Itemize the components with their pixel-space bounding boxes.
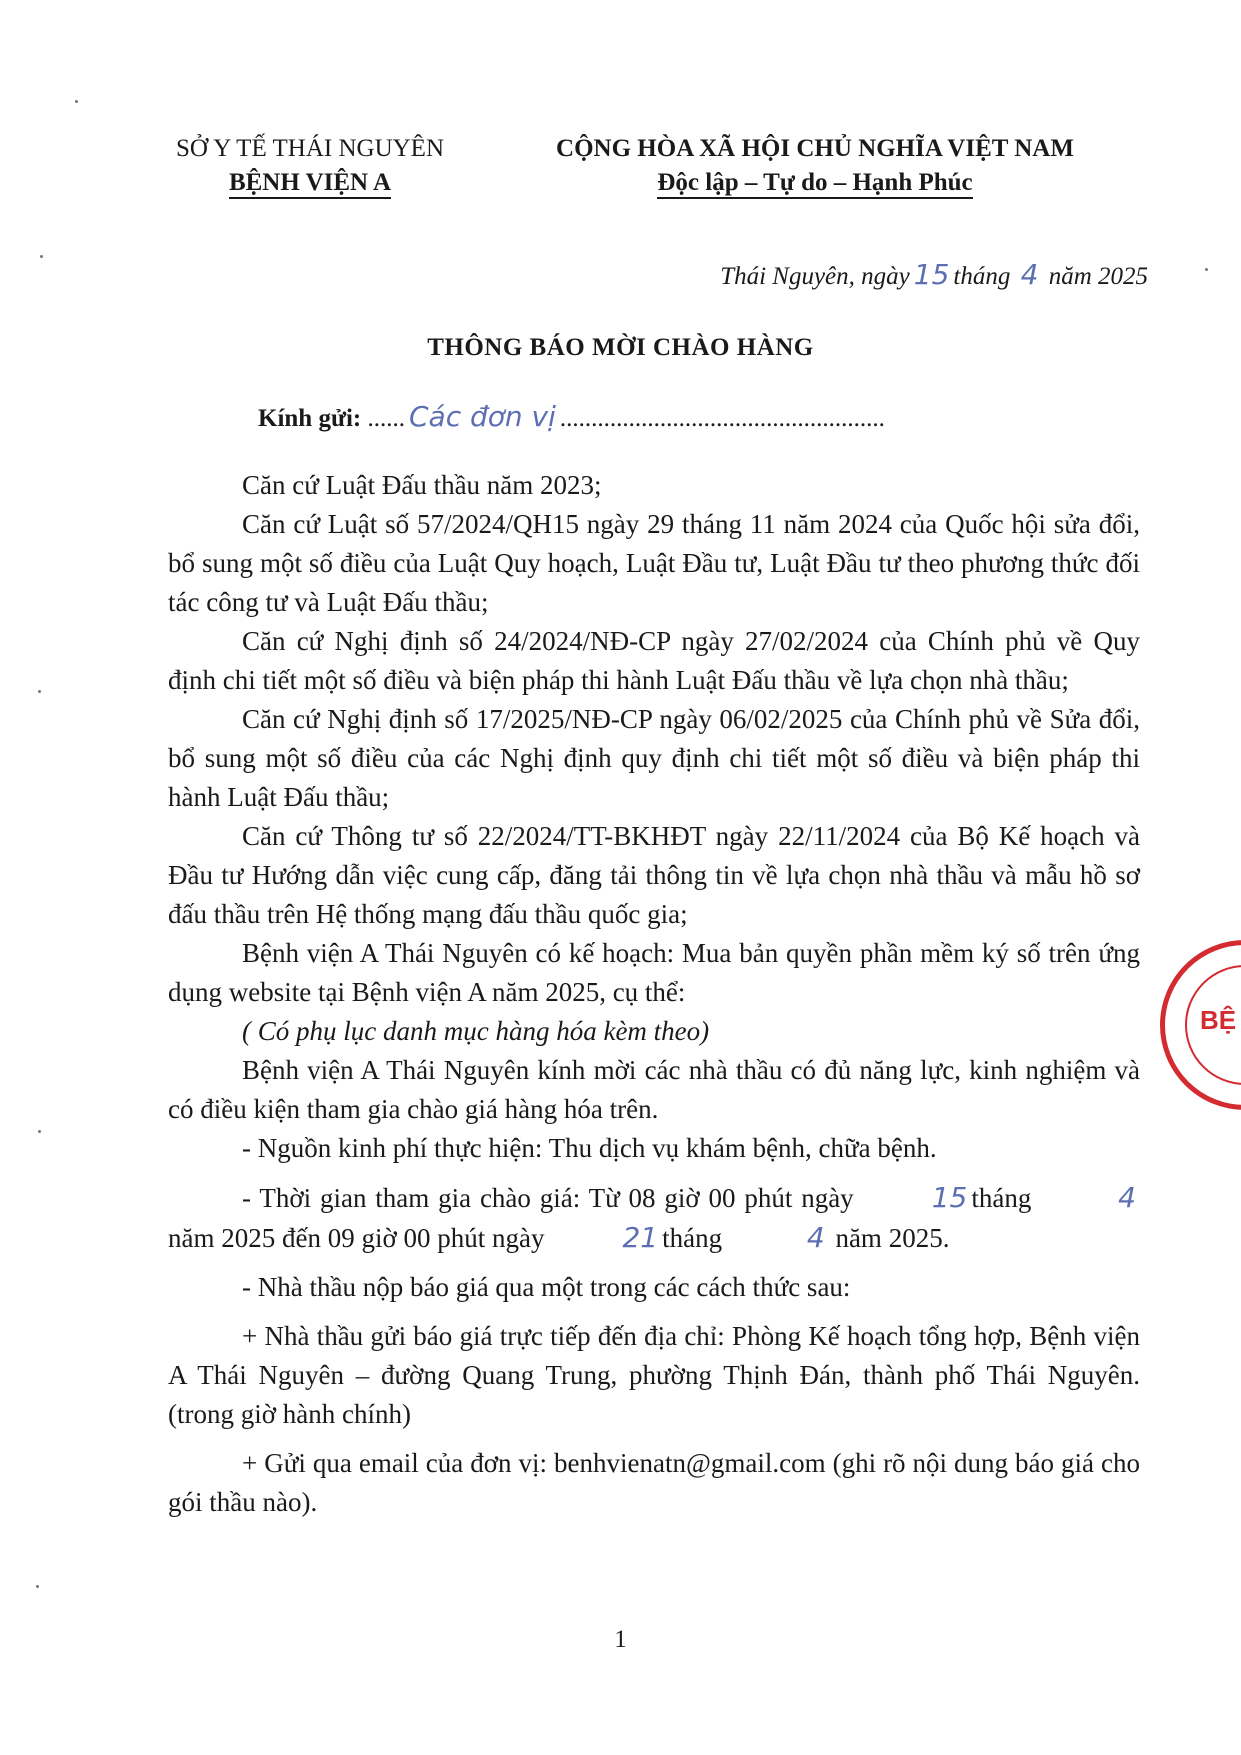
scan-speck [38, 690, 41, 693]
scan-speck [1205, 268, 1208, 271]
time-text-3: năm 2025 đến 09 giờ 00 phút ngày [168, 1223, 545, 1253]
red-seal-text: BỆ [1200, 1005, 1237, 1035]
time-text-4: tháng [662, 1223, 723, 1253]
page-number: 1 [614, 1626, 627, 1653]
issuing-organization [155, 132, 465, 200]
handwritten-end-month: 4 [806, 1221, 825, 1254]
paragraph-invitation: Bệnh viện A Thái Nguyên kính mời các nhà thầu có đủ năng lực, kinh nghiệm và có điều kiện tham gia chào giá hàng hóa trên. [168, 1055, 1140, 1124]
national-motto [525, 132, 1105, 200]
handwritten-day: 15 [913, 258, 950, 291]
recipient-dots-after: .................................................... [559, 405, 885, 432]
paragraph-appendix-note: ( Có phụ lục danh mục hàng hóa kèm theo) [242, 1016, 710, 1046]
paragraph-time [168, 1178, 1140, 1258]
handwritten-month: 4 [1020, 258, 1039, 291]
scan-speck [40, 255, 43, 258]
paragraph-legal-basis-1: Căn cứ Luật Đấu thầu năm 2023; [242, 470, 602, 500]
nation-motto: Độc lập – Tự do – Hạnh Phúc [657, 169, 972, 199]
org-hospital: BỆNH VIỆN A [229, 169, 391, 199]
document-date [720, 258, 1148, 291]
date-prefix: Thái Nguyên, ngày [720, 263, 910, 290]
time-text-5: năm 2025. [835, 1223, 950, 1253]
recipient-label: Kính gửi: [258, 405, 362, 432]
recipient-line [258, 400, 1058, 433]
paragraph-plan: Bệnh viện A Thái Nguyên có kế hoạch: Mua bản quyền phần mềm ký số trên ứng dụng website tại Bệnh viện A năm 2025, cụ thể: [168, 938, 1140, 1007]
time-text-1: - Thời gian tham gia chào giá: Từ 08 giờ 00 phút ngày [242, 1183, 854, 1213]
nation-name: CỘNG HÒA XÃ HỘI CHỦ NGHĨA VIỆT NAM [556, 135, 1074, 162]
paragraph-submission-direct: + Nhà thầu gửi báo giá trực tiếp đến địa chỉ: Phòng Kế hoạch tổng hợp, Bệnh viện A Thái Nguyên – đường Quang Trung, phường Thịnh Đán, thành phố Thái Nguyên. (trong giờ hành chính) [168, 1321, 1140, 1429]
handwritten-start-month: 4 [1118, 1181, 1136, 1214]
document-title: THÔNG BÁO MỜI CHÀO HÀNG [427, 334, 814, 361]
scan-speck [38, 1130, 41, 1133]
scan-speck [36, 1585, 39, 1588]
time-text-2: tháng [971, 1183, 1032, 1213]
paragraph-submission-email: + Gửi qua email của đơn vị: benhvienatn@gmail.com (ghi rõ nội dung báo giá cho gói thầu nào). [168, 1448, 1140, 1517]
paragraph-funding: - Nguồn kinh phí thực hiện: Thu dịch vụ khám bệnh, chữa bệnh. [242, 1133, 937, 1163]
paragraph-legal-basis-3: Căn cứ Nghị định số 24/2024/NĐ-CP ngày 27/02/2024 của Chính phủ về Quy định chi tiết một số điều và biện pháp thi hành Luật Đấu thầu về lựa chọn nhà thầu; [168, 626, 1140, 695]
paragraph-legal-basis-2: Căn cứ Luật số 57/2024/QH15 ngày 29 tháng 11 năm 2024 của Quốc hội sửa đổi, bổ sung một số điều của Luật Quy hoạch, Luật Đầu tư, Luật Đầu tư theo phương thức đối tác công tư và Luật Đấu thầu; [168, 509, 1140, 617]
handwritten-end-day: 21 [622, 1221, 659, 1254]
paragraph-submission-intro: - Nhà thầu nộp báo giá qua một trong các cách thức sau: [242, 1272, 851, 1302]
recipient-dots-before: ...... [367, 405, 405, 432]
paragraph-legal-basis-4: Căn cứ Nghị định số 17/2025/NĐ-CP ngày 06/02/2025 của Chính phủ về Sửa đổi, bổ sung một số điều của các Nghị định quy định chi tiết một số điều và biện pháp thi hành Luật Đấu thầu; [168, 704, 1140, 812]
scan-speck [75, 100, 78, 103]
handwritten-start-day: 15 [931, 1181, 968, 1214]
org-department: SỞ Y TẾ THÁI NGUYÊN [175, 135, 445, 162]
date-month-label: tháng [953, 263, 1011, 290]
date-year: năm 2025 [1048, 263, 1148, 290]
document-body [168, 466, 1140, 1522]
paragraph-legal-basis-5: Căn cứ Thông tư số 22/2024/TT-BKHĐT ngày 22/11/2024 của Bộ Kế hoạch và Đầu tư Hướng dẫn việc cung cấp, đăng tải thông tin về lựa chọn nhà thầu và mẫu hồ sơ đấu thầu trên Hệ thống mạng đấu thầu quốc gia; [168, 821, 1140, 929]
handwritten-recipient: Các đơn vị [408, 400, 556, 433]
